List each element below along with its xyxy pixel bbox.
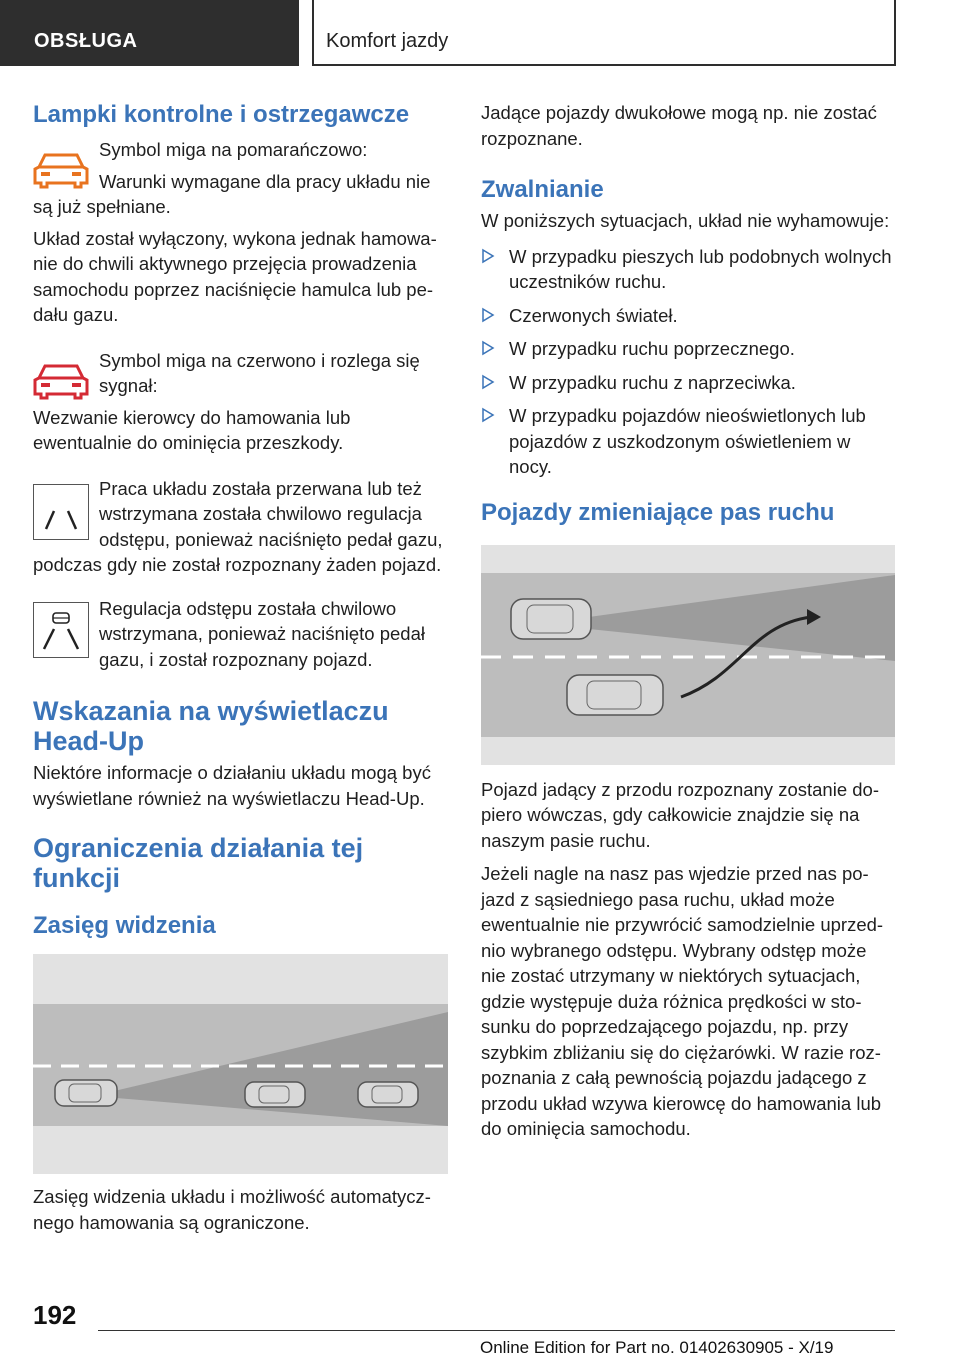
section-title-hud: Wskazania na wyświetlaczu Head-Up	[33, 696, 389, 756]
lane-lines-icon	[33, 484, 89, 540]
lane-lines-block	[33, 476, 448, 578]
left-column	[33, 100, 448, 1235]
section-title-slowing: Zwalnianie	[481, 176, 604, 203]
list-item: W przypadku ruchu poprzecznego.	[481, 336, 895, 362]
range-figure	[33, 954, 448, 1174]
intro-text: Jadące pojazdy dwukołowe mogą np. nie zostać rozpoznane.	[481, 102, 877, 149]
triangle-bullet-icon	[481, 307, 495, 328]
triangle-bullet-icon	[481, 374, 495, 395]
orange-warning-block	[33, 137, 448, 220]
car-warning-orange-icon	[33, 151, 89, 189]
list-item: W przypadku pojazdów nieoświetlonych lub pojazdów z uszkodzonym oświetleniem w nocy.	[481, 403, 895, 480]
triangle-bullet-icon	[481, 340, 495, 361]
list-item: W przypadku ruchu z naprzeciwka.	[481, 370, 895, 396]
red-warning-block	[33, 348, 448, 456]
lanechange-figure	[481, 545, 895, 765]
car-warning-red-icon	[33, 362, 89, 400]
slowing-text: W poniższych sytuacjach, układ nie wyhamowuje:	[481, 210, 890, 231]
list-item: Czerwonych świateł.	[481, 303, 895, 329]
triangle-bullet-icon	[481, 407, 495, 428]
page-number: 192	[33, 1300, 77, 1330]
section-title-lanechange: Pojazdy zmieniające pas ruchu	[481, 498, 835, 526]
slowing-list	[481, 244, 895, 480]
orange-line1: Symbol miga na pomarańczowo:	[99, 139, 368, 160]
lanechange-para1: Pojazd jadący z przodu rozpoznany zostanie dopiero wówczas, gdy całkowicie znajdzie się na naszym pasie ruchu.	[481, 778, 879, 851]
section-title-limits: Ograniczenia działania tej funkcji	[33, 833, 364, 893]
lanechange-para2: Jeżeli nagle na nasz pas wjedzie przed nas pojazd z sąsiedniego pasa ruchu, układ może ewentualnie nie przywrócić samodzielnie uprzednio wybranego odstępu. Wybrany odstęp może nie zostać utrzymany w niektórych sytuacjach, gdzie występuje duża różnica prędkości w stosunku do poprzedzającego pojazdu, np. przy szybkim zbliżaniu się do ciężarówki. W razie rozpoznania z całą pewnością pojazdu jadącego z przodu układ wzywa kierowcę do hamowania lub do ominięcia samochodu.	[481, 863, 884, 1139]
section-tab: OBSŁUGA	[0, 0, 299, 66]
lane-lines-text: Praca układu została przerwana lub też wstrzymana została chwilowo regulacja odstępu, ponieważ naciśnięto pedał gazu, podczas gdy nie został rozpoznany żaden pojazd.	[33, 477, 443, 575]
orange-line2: Warunki wymagane dla pracy układu nie są już spełniane.	[33, 170, 431, 217]
hud-text: Niektóre informacje o działaniu układu mogą być wyświetlane również na wyświetlaczu Head-Up.	[33, 762, 431, 809]
chapter-tab: Komfort jazdy	[312, 0, 896, 66]
triangle-bullet-icon	[481, 248, 495, 269]
subsection-title-range: Zasięg widzenia	[33, 912, 216, 939]
lane-car-block	[33, 596, 448, 673]
red-line1: Symbol miga na czerwono i rozlega się sygnał:	[99, 349, 420, 396]
range-caption: Zasięg widzenia układu i możliwość automatycznego hamowania są ograniczone.	[33, 1186, 431, 1233]
edition-text: Online Edition for Part no. 01402630905 - X/19	[480, 1338, 834, 1357]
lane-car-icon	[33, 602, 89, 658]
lane-car-text: Regulacja odstępu została chwilowo wstrzymana, ponieważ naciśnięto pedał gazu, i został rozpoznany pojazd.	[99, 597, 425, 670]
orange-para: Układ został wyłączony, wykona jednak hamowanie do chwili aktywnego przejęcia prowadzenia samochodu poprzez naciśnięcie hamulca lub pedału gazu.	[33, 227, 437, 325]
right-column	[481, 100, 895, 1142]
list-item: W przypadku pieszych lub podobnych wolnych uczestników ruchu.	[481, 244, 895, 295]
footer-divider	[98, 1330, 895, 1331]
red-line2: Wezwanie kierowcy do hamowania lub ewentualnie do ominięcia przeszkody.	[33, 406, 351, 453]
section-title-lampki: Lampki kontrolne i ostrzegawcze	[33, 101, 410, 128]
